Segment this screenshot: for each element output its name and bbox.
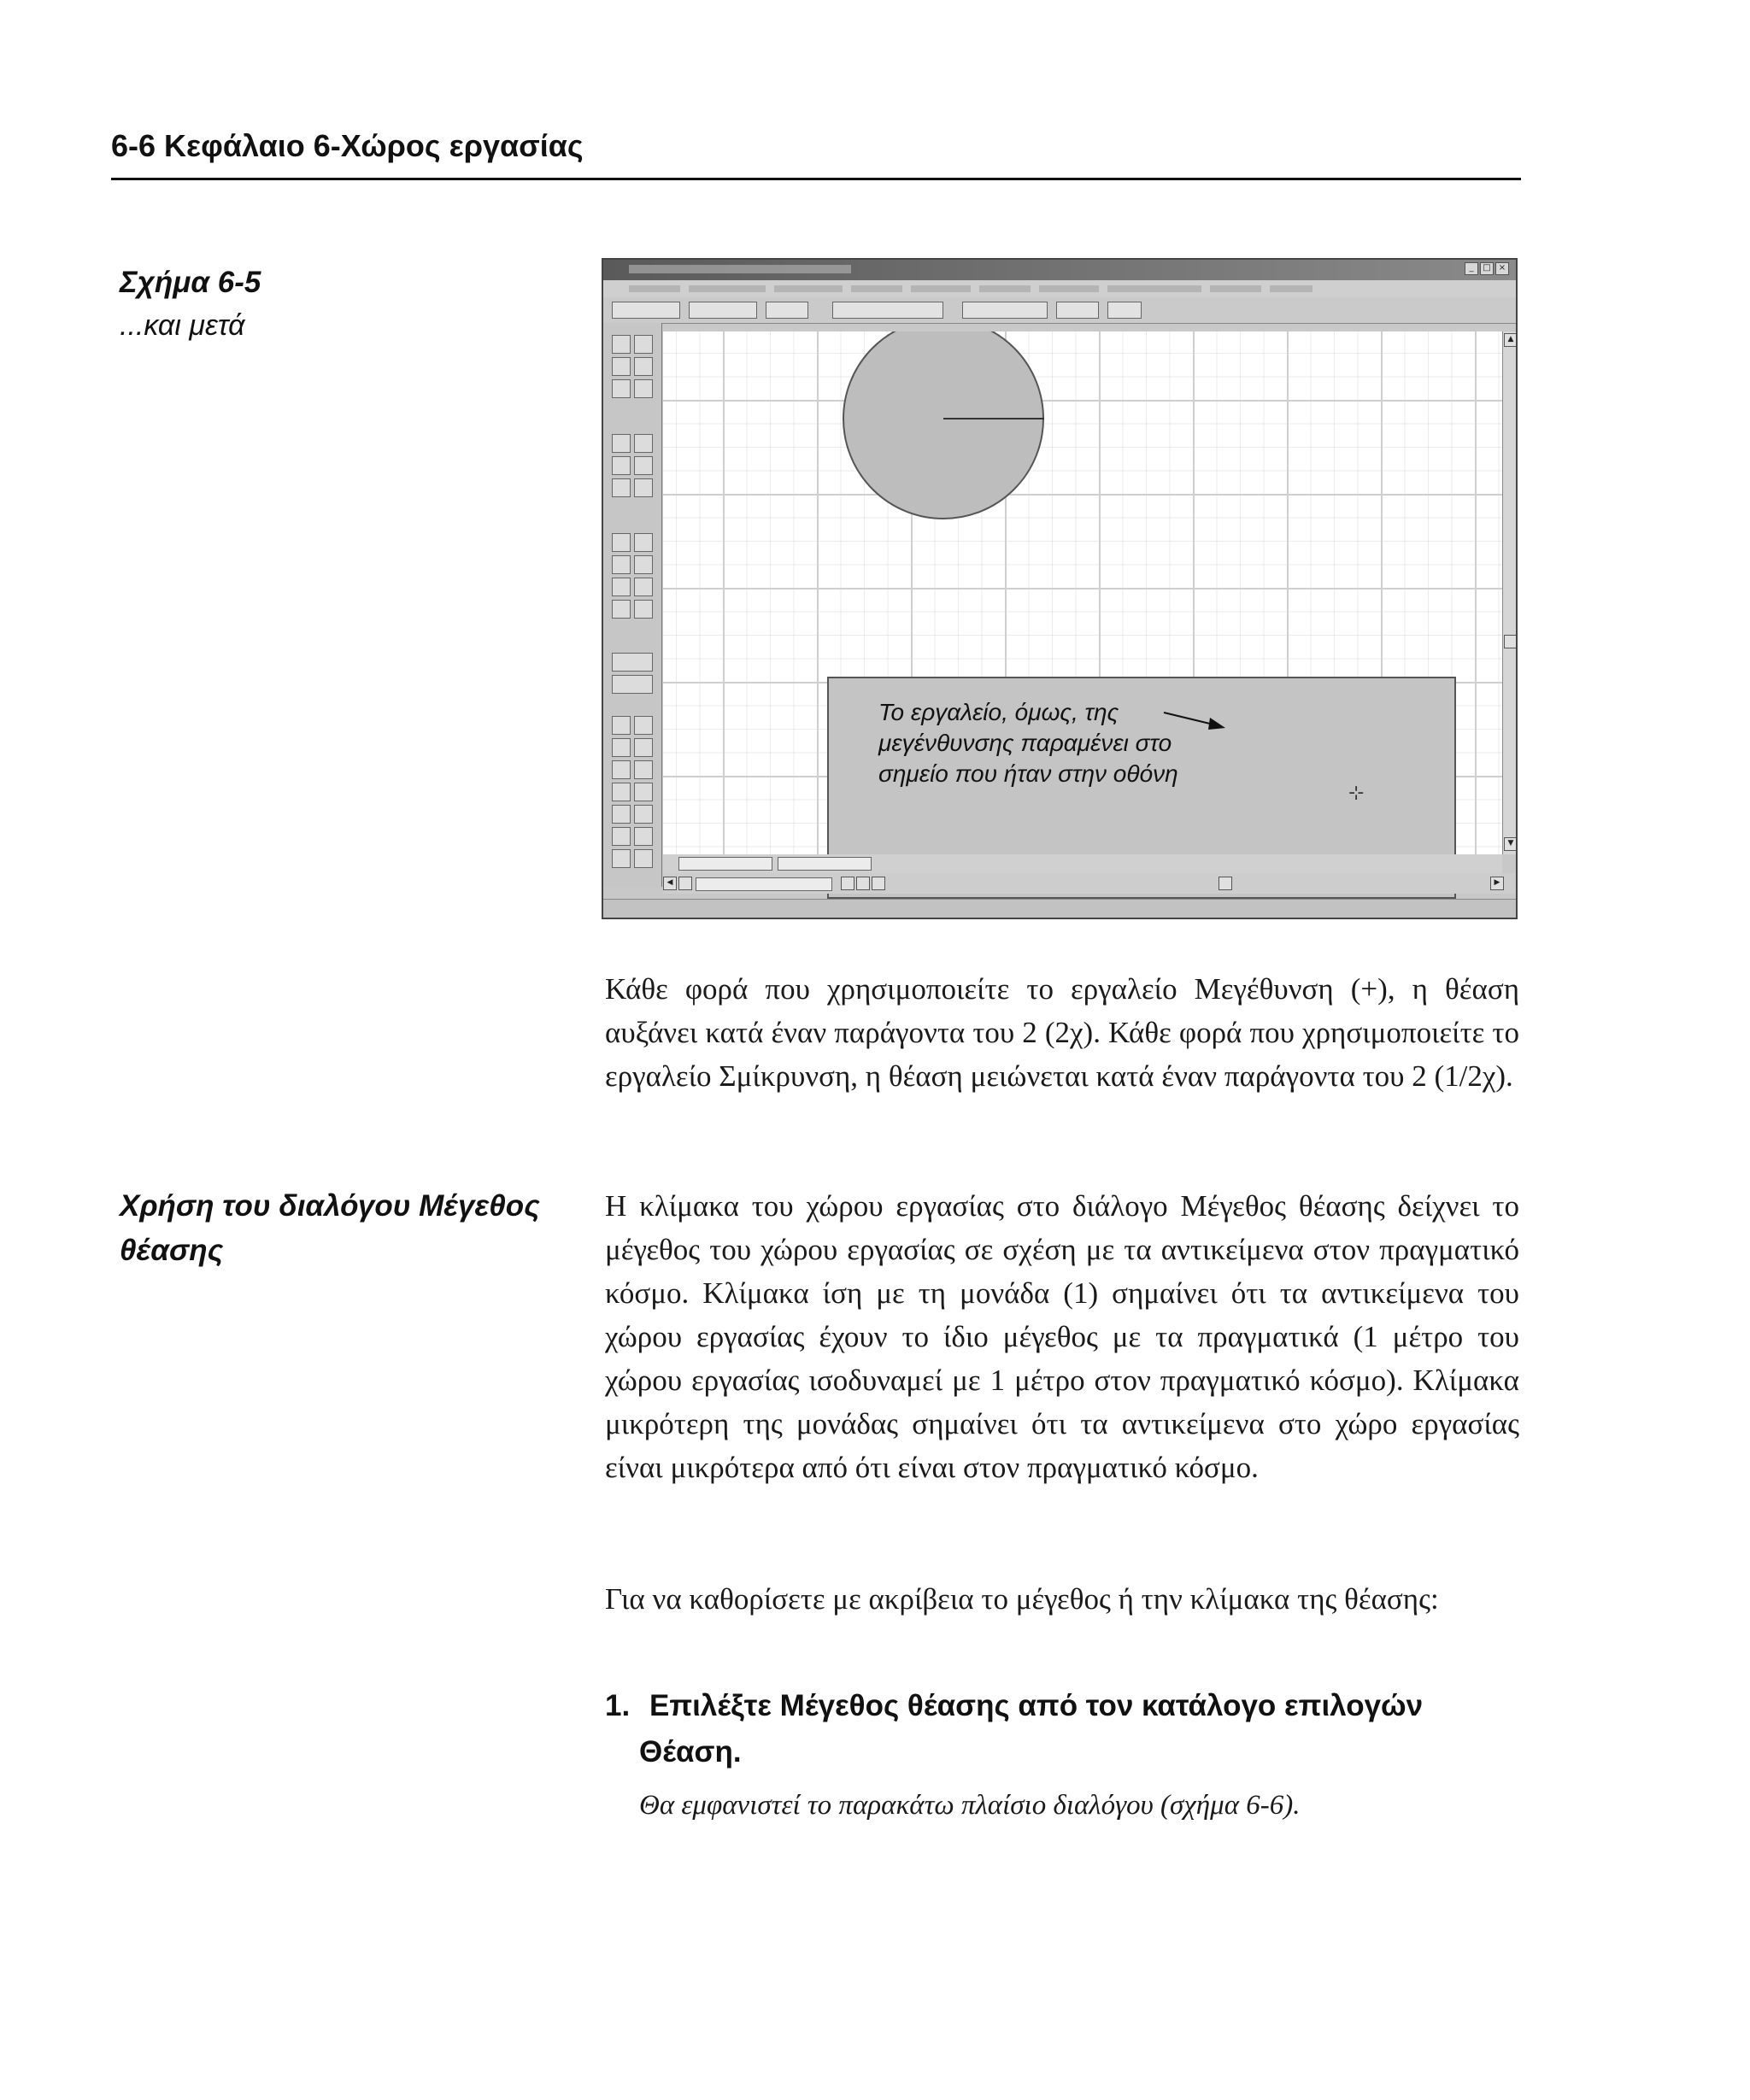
coordinate-bar [663,854,1502,873]
y-coordinate-field [778,857,872,871]
figure-screenshot [602,258,1518,919]
figure-label: Σχήμα 6-5 [120,266,261,299]
paragraph-scale-explanation: Η κλίμακα του χώρου εργασίας στο διάλογο Μέγεθος θέασης δείχνει το μέγεθος του χώρου εργασίας σε σχέση με τα αντικείμενα στον πραγματικό κόσμο. Κλίμακα ίση με τη μονάδα (1) σημαίνει ότι τα αντικείμενα του χώρου εργασίας έχουν το ίδιο μέγεθος με τα πραγματικά (1 μέτρο του χώρου εργασίας ισοδυναμεί με 1 μέτρο στον πραγματικό κόσμο). Κλίμακα μικρότερη της μονάδας σημαίνει ότι τα αντικείμενα στο χώρο εργασίας είναι μικρότερα από ότι είναι στον πραγματικό κόσμο. [605,1189,1519,1484]
paragraph-intro-steps: Για να καθορίσετε με ακρίβεια το μέγεθος ή την κλίμακα της θέασης: [605,1582,1439,1616]
x-coordinate-field [678,857,772,871]
vertical-scrollbar [1502,331,1518,854]
scroll-thumb [1504,635,1518,648]
tool-palette [603,323,662,887]
maximize-icon: □ [1480,262,1494,275]
window-menubar [603,280,1516,297]
step-1 [605,1683,1511,1775]
scroll-left-icon: ◀ [663,877,677,890]
radius-line [943,418,1044,419]
step-text-line1: Επιλέξτε Μέγεθος θέασης από τον κατάλογο επιλογών [649,1689,1424,1722]
header-rule [111,178,1521,180]
step-text-line2: Θέαση. [639,1735,742,1769]
section-heading [120,1184,540,1273]
zoom-cursor-icon: ⊹ [1348,783,1365,804]
callout-text: Το εργαλείο, όμως, της μεγένθυνσης παραμένει στο σημείο που ήταν στην οθόνη [878,699,1178,787]
arrow-icon [1162,707,1230,733]
horizontal-scrollbar [663,873,1518,894]
scroll-right-icon: ▶ [1490,877,1504,890]
paragraph-zoom-factor: Κάθε φορά που χρησιμοποιείτε το εργαλείο Μεγέθυνση (+), η θέαση αυξάνει κατά έναν παράγοντα του 2 (2χ). Κάθε φορά που χρησιμοποιείτε το εργαλείο Σμίκρυνση, η θέαση μειώνεται κατά έναν παράγοντα του 2 (1/2χ). [605,972,1519,1093]
section-heading-line2: θέασης [120,1234,224,1267]
scroll-up-icon: ▲ [1504,333,1518,347]
scroll-down-icon: ▼ [1504,837,1518,851]
window-titlebar [603,260,1516,280]
step-number: 1. [605,1689,631,1722]
scroll-thumb-horizontal [1219,877,1232,890]
status-bar [603,899,1516,918]
minimize-icon: _ [1465,262,1478,275]
window-toolbar [603,297,1516,324]
close-icon: × [1495,262,1509,275]
figure-caption: ...και μετά [120,309,245,342]
section-heading-line1: Χρήση του διαλόγου Μέγεθος [120,1189,540,1223]
step-note: Θα εμφανιστεί το παρακάτω πλαίσιο διαλόγου (σχήμα 6-6). [639,1790,1301,1821]
circle-shape [843,331,1044,519]
page-header: 6-6 Κεφάλαιο 6-Χώρος εργασίας [111,128,584,163]
